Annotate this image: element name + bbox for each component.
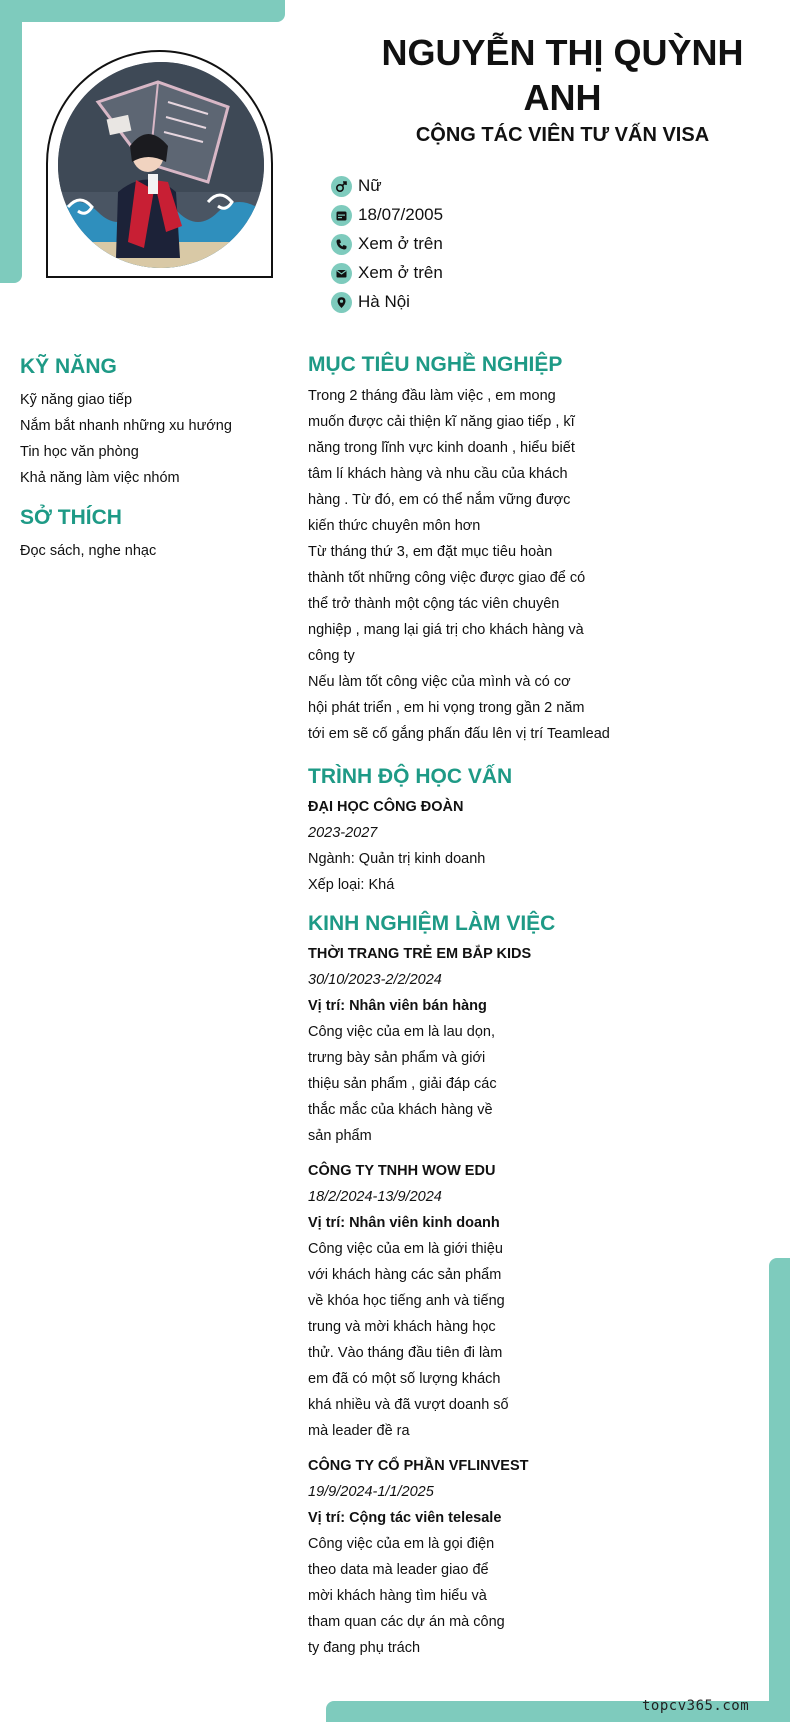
candidate-name-line2: ANH bbox=[523, 77, 602, 118]
objective-heading: MỤC TIÊU NGHỀ NGHIỆP bbox=[308, 353, 563, 376]
job-description-line: ty đang phụ trách bbox=[308, 1640, 421, 1656]
education-heading: TRÌNH ĐỘ HỌC VẤN bbox=[308, 765, 513, 788]
skill-item: Nắm bắt nhanh những xu hướng bbox=[20, 418, 232, 434]
candidate-name bbox=[370, 30, 755, 120]
job-description-line: trung và mời khách hàng học bbox=[308, 1319, 496, 1335]
location-icon bbox=[331, 292, 352, 313]
email-icon bbox=[331, 263, 352, 284]
objective-line: Từ tháng thứ 3, em đặt mục tiêu hoàn bbox=[308, 544, 553, 560]
job-entry bbox=[308, 1453, 528, 1661]
info-phone bbox=[331, 233, 443, 255]
job-description-line: sản phẩm bbox=[308, 1128, 372, 1144]
job-position: Vị trí: Nhân viên kinh doanh bbox=[308, 1215, 500, 1231]
objective-line: tới em sẽ cố gắng phấn đấu lên vị trí Teamlead bbox=[308, 726, 610, 742]
job-period: 19/9/2024-1/1/2025 bbox=[308, 1484, 434, 1500]
job-description-line: khá nhiều và đã vượt doanh số bbox=[308, 1397, 509, 1413]
phone-icon bbox=[331, 234, 352, 255]
phone-value: Xem ở trên bbox=[358, 234, 443, 253]
info-location bbox=[331, 291, 410, 313]
job-description-line: thắc mắc của khách hàng về bbox=[308, 1102, 493, 1118]
job-entry bbox=[308, 941, 531, 1149]
calendar-icon bbox=[331, 205, 352, 226]
job-description-line: mời khách hàng tìm hiểu và bbox=[308, 1588, 487, 1604]
job-company: CÔNG TY TNHH WOW EDU bbox=[308, 1163, 496, 1179]
experience-heading: KINH NGHIỆM LÀM VIỆC bbox=[308, 912, 556, 935]
objective-line: tâm lí khách hàng và nhu cầu của khách bbox=[308, 466, 568, 482]
decorative-bar-top bbox=[0, 0, 285, 22]
objective-line: kiến thức chuyên môn hơn bbox=[308, 518, 481, 534]
job-description-line: thử. Vào tháng đầu tiên đi làm bbox=[308, 1345, 503, 1361]
email-value: Xem ở trên bbox=[358, 263, 443, 282]
school-name: ĐẠI HỌC CÔNG ĐOÀN bbox=[308, 799, 464, 815]
job-description-line: mà leader đề ra bbox=[308, 1423, 410, 1439]
decorative-bar-right bbox=[769, 1258, 790, 1722]
job-period: 30/10/2023-2/2/2024 bbox=[308, 972, 442, 988]
objective-line: hội phát triển , em hi vọng trong gần 2 năm bbox=[308, 700, 585, 716]
birthdate-value: 18/07/2005 bbox=[358, 205, 444, 224]
objective-line: Nếu làm tốt công việc của mình và có cơ bbox=[308, 674, 571, 690]
skill-item: Tin học văn phòng bbox=[20, 444, 139, 460]
info-birthdate bbox=[331, 204, 443, 226]
profile-photo bbox=[58, 62, 264, 268]
job-position: Vị trí: Nhân viên bán hàng bbox=[308, 998, 487, 1014]
hobbies-list bbox=[20, 538, 156, 564]
hobbies-heading: SỞ THÍCH bbox=[20, 506, 122, 529]
job-description-line: trưng bày sản phẩm và giới bbox=[308, 1050, 486, 1066]
info-email bbox=[331, 262, 443, 284]
job-description-line: tham quan các dự án mà công bbox=[308, 1614, 505, 1630]
candidate-name-line1: NGUYỄN THỊ QUỲNH bbox=[381, 32, 744, 73]
education-period: 2023-2027 bbox=[308, 825, 378, 841]
objective-line: Trong 2 tháng đầu làm việc , em mong bbox=[308, 388, 556, 404]
job-description-line: về khóa học tiếng anh và tiếng bbox=[308, 1293, 505, 1309]
job-entry bbox=[308, 1158, 509, 1444]
skill-item: Khả năng làm việc nhóm bbox=[20, 470, 180, 486]
job-description-line: em đã có một số lượng khách bbox=[308, 1371, 501, 1387]
job-description-line: Công việc của em là giới thiệu bbox=[308, 1241, 503, 1257]
education-entry bbox=[308, 794, 485, 898]
job-description-line: Công việc của em là gọi điện bbox=[308, 1536, 495, 1552]
decorative-bar-left bbox=[0, 0, 22, 283]
job-description-line: với khách hàng các sản phẩm bbox=[308, 1267, 502, 1283]
job-description-line: thiệu sản phẩm , giải đáp các bbox=[308, 1076, 497, 1092]
watermark: topcv365.com bbox=[642, 1698, 750, 1714]
objective-line: thành tốt những công việc được giao để có bbox=[308, 570, 586, 586]
skills-heading: KỸ NĂNG bbox=[20, 355, 117, 378]
job-company: THỜI TRANG TRẺ EM BẮP KIDS bbox=[308, 946, 532, 962]
job-company: CÔNG TY CỔ PHẦN VFLINVEST bbox=[308, 1458, 529, 1474]
objective-line: năng trong lĩnh vực kinh doanh , hiểu biết bbox=[308, 440, 575, 456]
job-position: Vị trí: Cộng tác viên telesale bbox=[308, 1510, 502, 1526]
hobby-item: Đọc sách, nghe nhạc bbox=[20, 543, 157, 559]
job-description-line: Công việc của em là lau dọn, bbox=[308, 1024, 495, 1040]
objective-text bbox=[308, 383, 610, 747]
objective-line: hàng . Từ đó, em có thể nắm vững được bbox=[308, 492, 571, 508]
skill-item: Kỹ năng giao tiếp bbox=[20, 392, 133, 408]
location-value: Hà Nội bbox=[358, 292, 410, 311]
objective-line: nghiệp , mang lại giá trị cho khách hàng và bbox=[308, 622, 584, 638]
job-description-line: theo data mà leader giao để bbox=[308, 1562, 489, 1578]
gender-value: Nữ bbox=[358, 176, 382, 195]
info-gender bbox=[331, 175, 382, 197]
objective-line: thể trở thành một cộng tác viên chuyên bbox=[308, 596, 560, 612]
candidate-title: CỘNG TÁC VIÊN TƯ VẤN VISA bbox=[415, 124, 710, 146]
gender-icon bbox=[331, 176, 352, 197]
objective-line: muốn được cải thiện kĩ năng giao tiếp , kĩ bbox=[308, 414, 575, 430]
skills-list bbox=[20, 387, 232, 491]
education-major: Ngành: Quản trị kinh doanh bbox=[308, 851, 486, 867]
job-period: 18/2/2024-13/9/2024 bbox=[308, 1189, 442, 1205]
objective-line: công ty bbox=[308, 648, 355, 664]
education-rank: Xếp loại: Khá bbox=[308, 877, 395, 893]
